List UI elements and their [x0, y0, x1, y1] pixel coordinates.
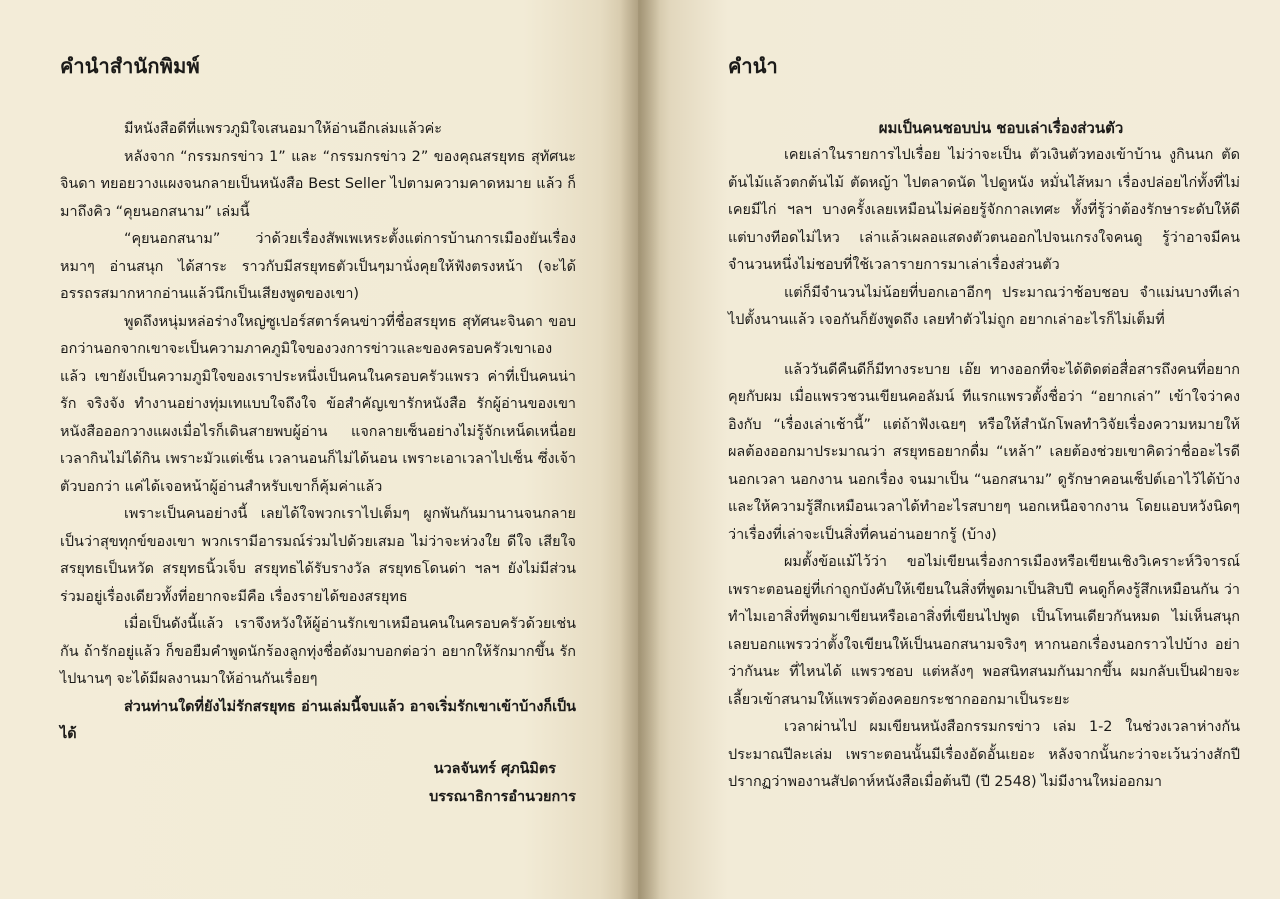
right-paragraph-1: เคยเล่าในรายการไปเรื่อย ไม่ว่าจะเป็น ตัวเงินตัวทองเข้าบ้าน งูกินนก ตัดต้นไม้แล้วตกต้นไม้ ตัดหญ้า ไปตลาดนัด ไปดูหนัง หมั่นไส้หมา เรื่องปล่อยไก่ทั้งที่ไม่เคยมีไก่ ฯลฯ บางครั้งเลยเหมือนไม่ค่อยรู้จักกาลเทศะ ทั้งที่รู้ว่าต้องรักษาระดับให้ดี แต่บางทีอดไม่ไหว เล่าแล้วเผลอแสดงตัวตนออกไปจนเกรงใจคนดู รู้ว่าอาจมีคนจำนวนหนึ่งไม่ชอบที่ใช้เวลารายการมาเล่าเรื่องส่วนตัว: [728, 147, 1240, 273]
left-paragraph-6: เมื่อเป็นดังนี้แล้ว เราจึงหวังให้ผู้อ่านรักเขาเหมือนคนในครอบครัวด้วยเช่นกัน ถ้ารักอยู่แล้ว ก็ขอยืมคำพูดนักร้องลูกทุ่งชื่อดังมาบอกต่อว่า อยากให้รักมากขึ้น รักไปนานๆ จะได้มีผลงานมาให้อ่านกันเรื่อยๆ: [60, 616, 576, 687]
left-paragraph-1: มีหนังสือดีที่แพรวภูมิใจเสนอมาให้อ่านอีกเล่มแล้วค่ะ: [124, 121, 443, 137]
signature-role: บรรณาธิการอำนวยการ: [429, 788, 576, 805]
signature-block: [60, 755, 576, 811]
right-page-heading: คำนำ: [728, 54, 778, 78]
left-page: [0, 0, 638, 899]
signature-name: นวลจันทร์ ศุภนิมิตร: [433, 760, 556, 777]
left-paragraph-3: “คุยนอกสนาม” ว่าด้วยเรื่องสัพเพเหระตั้งแต่การบ้านการเมืองยันเรื่องหมาๆ อ่านสนุก ได้สาระ ราวกับมีสรยุทธตัวเป็นๆมานั่งคุยให้ฟังตรงหน้า (จะได้อรรถรสมากหากอ่านแล้วนึกเป็นเสียงพูดของเขา): [60, 231, 576, 302]
right-paragraph-5: เวลาผ่านไป ผมเขียนหนังสือกรรมกรข่าว เล่ม 1-2 ในช่วงเวลาห่างกันประมาณปีละเล่ม เพราะตอนนั้นมีเรื่องอัดอั้นเยอะ หลังจากนั้นกะว่าจะเว้นว่างสักปี ปรากฏว่าพองานสัปดาห์หนังสือเมื่อต้นปี (ปี 2548) ไม่มีงานใหม่ออกมา: [728, 719, 1240, 790]
left-paragraph-5: เพราะเป็นคนอย่างนี้ เลยได้ใจพวกเราไปเต็มๆ ผูกพันกันมานานจนกลายเป็นว่าสุขทุกข์ของเขา พวกเรามีอารมณ์ร่วมไปด้วยเสมอ ไม่ว่าจะห่วงใย ดีใจ เสียใจ สรยุทธเป็นหวัด สรยุทธนิ้วเจ็บ สรยุทธได้รับรางวัล สรยุทธโดนด่า ฯลฯ ยังไม่มีส่วนร่วมอยู่เรื่องเดียวทั้งที่อยากจะมีคือ เรื่องรายได้ของสรยุทธ: [60, 506, 576, 605]
left-page-heading: คำนำสำนักพิมพ์: [60, 54, 200, 78]
right-page-subheading: ผมเป็นคนชอบบ่น ชอบเล่าเรื่องส่วนตัว: [878, 119, 1124, 137]
right-page: [638, 0, 1280, 899]
left-closing-paragraph: ส่วนท่านใดที่ยังไม่รักสรยุทธ อ่านเล่มนี้จบแล้ว อาจเริ่มรักเขาเข้าบ้างก็เป็นได้: [60, 698, 576, 742]
left-paragraph-4: พูดถึงหนุ่มหล่อร่างใหญ่ซูเปอร์สตาร์คนข่าวที่ชื่อสรยุทธ สุทัศนะจินดา ขอบอกว่านอกจากเขาจะเป็นความภาคภูมิใจของวงการข่าวและของครอบครัวเขาเองแล้ว เขายังเป็นความภูมิใจของเราประหนึ่งเป็นคนในครอบครัวแพรว ค่าที่เป็นคนน่ารัก จริงจัง ทำงานอย่างทุ่มเทแบบใจถึงใจ ข้อสำคัญเขารักหนังสือ รักผู้อ่านของเขา หนังสือออกวางแผงเมื่อไรก็เดินสายพบผู้อ่าน แจกลายเซ็นอย่างไม่รู้จักเหน็ดเหนื่อย เวลากินไม่ได้กิน เพราะมัวแต่เซ็น เวลานอนก็ไม่ได้นอน เพราะเอาเวลาไปเซ็น ซึ่งเจ้าตัวบอกว่า แค่ได้เจอหน้าผู้อ่านสำหรับเขาก็คุ้มค่าแล้ว: [60, 313, 576, 495]
right-paragraph-2: แต่ก็มีจำนวนไม่น้อยที่บอกเอาอีกๆ ประมาณว่าช้อบชอบ จำแม่นบางทีเล่าไปตั้งนานแล้ว เจอกันก็ยังพูดถึง เลยทำตัวไม่ถูก อยากเล่าอะไรก็ไม่เต็มที่: [728, 284, 1240, 328]
left-paragraph-2: หลังจาก “กรรมกรข่าว 1” และ “กรรมกรข่าว 2” ของคุณสรยุทธ สุทัศนะจินดา ทยอยวางแผงจนกลายเป็นหนังสือ Best Seller ไปตามความคาดหมาย แล้ว ก็มาถึงคิว “คุยนอกสนาม” เล่มนี้: [60, 148, 576, 220]
right-paragraph-3: แล้ววันดีคืนดีก็มีทางระบาย เอ๊ย ทางออกที่จะได้ติดต่อสื่อสารถึงคนที่อยากคุยกับผม เมื่อแพรวชวนเขียนคอลัมน์ ทีแรกแพรวตั้งชื่อว่า “อยากเล่า” เข้าใจว่าคงอิงกับ “เรื่องเล่าเช้านี้” แต่ถ้าฟังเฉยๆ หรือให้สำนักโพลทำวิจัยเรื่องความหมายให้ ผลต้องออกมาประมาณว่า สรยุทธอยากดื่ม “เหล้า” เลยต้องช่วยเขาคิดว่าชื่ออะไรดี นอกเวลา นอกงาน นอกเรื่อง จนมาเป็น “นอกสนาม” ดูรักษาคอนเซ็ปต์เอาไว้ได้บ้าง และให้ความรู้สึกเหมือนเวลาได้ทำอะไรสบายๆ นอกเหนือจากงาน โดยแอบหวังนิดๆ ว่าเรื่องที่เล่าจะเป็นสิ่งที่คนอ่านอยากรู้ (บ้าง): [728, 361, 1240, 543]
right-paragraph-4: ผมตั้งข้อแม้ไว้ว่า ขอไม่เขียนเรื่องการเมืองหรือเขียนเชิงวิเคราะห์วิจารณ์ เพราะตอนอยู่ที่เก่าถูกบังคับให้เขียนในสิ่งที่พูดมาเป็นสิบปี คนดูก็คงรู้สึกเหมือนกัน ว่าทำไมเอาสิ่งที่พูดมาเขียนหรือเอาสิ่งที่เขียนไปพูด เป็นโทนเดียวกันหมด ไม่เห็นสนุก เลยบอกแพรวว่าตั้งใจเขียนให้เป็นนอกสนามจริงๆ หากนอกเรื่องนอกราวไปบ้าง อย่าว่ากันนะ ที่ไหนได้ แพรวชอบ แต่หลังๆ พอสนิทสนมกันมากขึ้น ผมกลับเป็นฝ่ายจะเลี้ยวเข้าสนามให้แพรวต้องคอยกระชากออกมาเป็นระยะ: [728, 554, 1240, 708]
